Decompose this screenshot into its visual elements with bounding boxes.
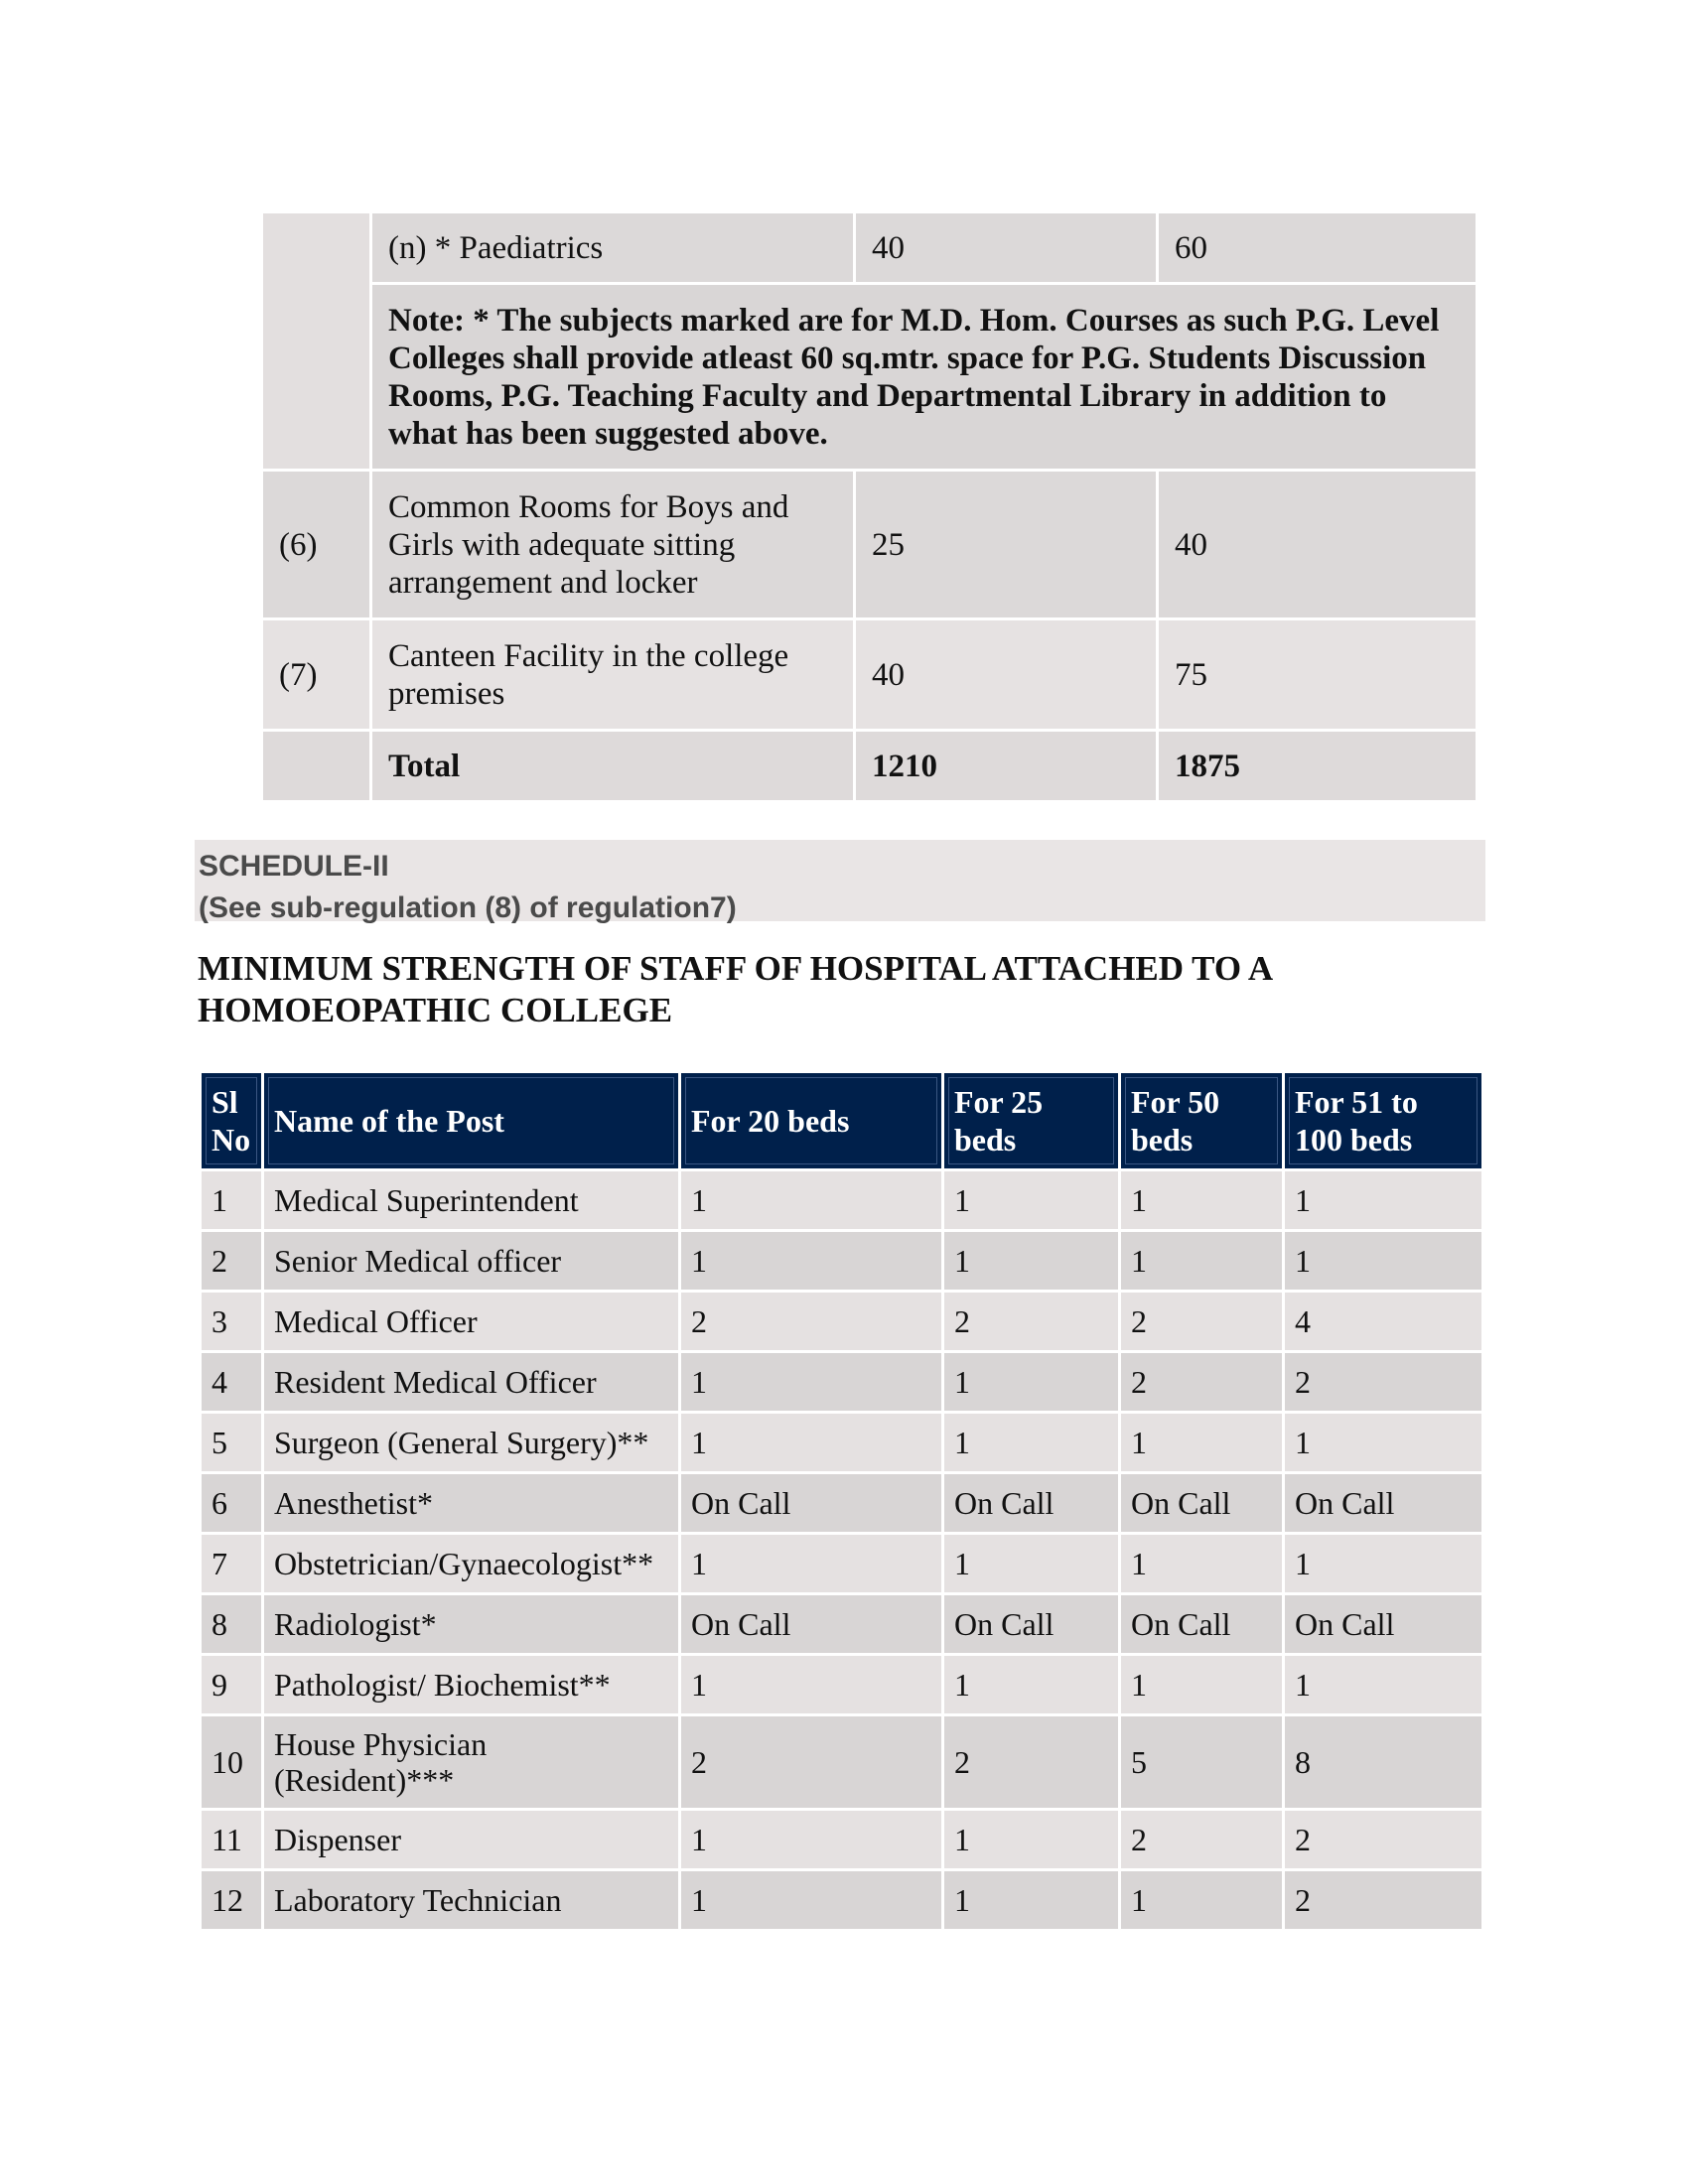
staff-count: 1 <box>1120 1534 1284 1594</box>
staff-count: 1 <box>943 1810 1120 1870</box>
staff-count: 1 <box>943 1231 1120 1292</box>
table-row <box>201 1594 1483 1655</box>
table-row <box>262 212 1477 284</box>
schedule-title: SCHEDULE-II <box>199 850 389 883</box>
table-cell: (7) <box>262 619 371 731</box>
table-cell: 75 <box>1158 619 1477 731</box>
post-name: Resident Medical Officer <box>263 1352 680 1413</box>
serial-number: 10 <box>201 1715 263 1810</box>
staff-count: 1 <box>1284 1534 1483 1594</box>
staff-count: 1 <box>680 1655 943 1715</box>
column-header: For 50 beds <box>1120 1072 1284 1170</box>
table-row <box>201 1473 1483 1534</box>
staff-count: 2 <box>1284 1810 1483 1870</box>
staff-count: 4 <box>1284 1292 1483 1352</box>
column-header: For 25 beds <box>943 1072 1120 1170</box>
staff-count: 2 <box>1284 1352 1483 1413</box>
total-value: 1875 <box>1158 731 1477 802</box>
staff-count: 1 <box>1120 1413 1284 1473</box>
accommodation-table <box>260 210 1478 803</box>
schedule-subtitle: (See sub-regulation (8) of regulation7) <box>199 891 737 924</box>
staff-count: On Call <box>943 1473 1120 1534</box>
staff-count: On Call <box>680 1594 943 1655</box>
table-row <box>201 1170 1483 1231</box>
table-cell: 25 <box>855 471 1158 619</box>
staff-count: 1 <box>943 1534 1120 1594</box>
staff-count: 2 <box>680 1715 943 1810</box>
post-name: House Physician (Resident)*** <box>263 1715 680 1810</box>
staff-count: 1 <box>1284 1413 1483 1473</box>
table-body <box>201 1170 1483 1931</box>
serial-number: 3 <box>201 1292 263 1352</box>
table-cell: 40 <box>1158 471 1477 619</box>
table-row <box>201 1352 1483 1413</box>
table-row <box>262 284 1477 471</box>
post-name: Laboratory Technician <box>263 1870 680 1931</box>
table-row <box>201 1655 1483 1715</box>
table-row <box>201 1715 1483 1810</box>
column-header: Name of the Post <box>263 1072 680 1170</box>
table-cell: 60 <box>1158 212 1477 284</box>
staff-count: 1 <box>943 1170 1120 1231</box>
staff-count: 1 <box>680 1534 943 1594</box>
post-name: Obstetrician/Gynaecologist** <box>263 1534 680 1594</box>
staff-strength-table <box>199 1070 1484 1932</box>
staff-count: On Call <box>1120 1473 1284 1534</box>
title-line: HOMOEOPATHIC COLLEGE <box>198 991 673 1029</box>
staff-count: 1 <box>1284 1231 1483 1292</box>
schedule-heading <box>195 840 1485 924</box>
staff-count: On Call <box>1120 1594 1284 1655</box>
serial-number: 9 <box>201 1655 263 1715</box>
post-name: Anesthetist* <box>263 1473 680 1534</box>
serial-number: 2 <box>201 1231 263 1292</box>
staff-count: 1 <box>1120 1870 1284 1931</box>
table-cell <box>262 212 371 471</box>
column-header: Sl No <box>201 1072 263 1170</box>
post-name: Surgeon (General Surgery)** <box>263 1413 680 1473</box>
table-row <box>201 1870 1483 1931</box>
staff-count: 2 <box>943 1292 1120 1352</box>
staff-count: 2 <box>1120 1810 1284 1870</box>
staff-count: 1 <box>1120 1170 1284 1231</box>
table-row <box>262 619 1477 731</box>
serial-number: 8 <box>201 1594 263 1655</box>
table-row <box>262 471 1477 619</box>
post-name: Medical Officer <box>263 1292 680 1352</box>
table-row <box>201 1810 1483 1870</box>
note-text: Note: * The subjects marked are for M.D. Hom. Courses as such P.G. Level Colleges shall provide atleast 60 sq.mtr. space for P.G. Students Discussion Rooms, P.G. Teaching Faculty and Departmental Library in addition to what has been suggested above. <box>371 284 1477 471</box>
staff-count: 1 <box>680 1231 943 1292</box>
serial-number: 12 <box>201 1870 263 1931</box>
total-row <box>262 731 1477 802</box>
table-cell: Common Rooms for Boys and Girls with adequate sitting arrangement and locker <box>371 471 855 619</box>
page-title <box>198 948 1488 1031</box>
title-line: MINIMUM STRENGTH OF STAFF OF HOSPITAL ATTACHED TO A <box>198 949 1274 988</box>
staff-count: 1 <box>943 1655 1120 1715</box>
staff-count: 2 <box>1120 1292 1284 1352</box>
staff-count: 1 <box>680 1870 943 1931</box>
staff-count: On Call <box>680 1473 943 1534</box>
staff-count: 8 <box>1284 1715 1483 1810</box>
table-row <box>201 1231 1483 1292</box>
staff-count: 1 <box>680 1352 943 1413</box>
staff-count: 1 <box>680 1170 943 1231</box>
table-row <box>201 1292 1483 1352</box>
staff-count: 5 <box>1120 1715 1284 1810</box>
post-name: Radiologist* <box>263 1594 680 1655</box>
table-cell <box>262 731 371 802</box>
staff-count: 1 <box>1120 1655 1284 1715</box>
serial-number: 4 <box>201 1352 263 1413</box>
staff-count: 1 <box>943 1413 1120 1473</box>
column-header: For 20 beds <box>680 1072 943 1170</box>
staff-count: 1 <box>1284 1170 1483 1231</box>
serial-number: 11 <box>201 1810 263 1870</box>
staff-count: 2 <box>943 1715 1120 1810</box>
staff-count: 1 <box>943 1870 1120 1931</box>
staff-count: On Call <box>1284 1594 1483 1655</box>
post-name: Dispenser <box>263 1810 680 1870</box>
post-name: Medical Superintendent <box>263 1170 680 1231</box>
table-cell: (n) * Paediatrics <box>371 212 855 284</box>
total-label: Total <box>371 731 855 802</box>
table-cell: 40 <box>855 212 1158 284</box>
column-header: For 51 to 100 beds <box>1284 1072 1483 1170</box>
total-value: 1210 <box>855 731 1158 802</box>
staff-count: 1 <box>1120 1231 1284 1292</box>
table-cell: (6) <box>262 471 371 619</box>
serial-number: 6 <box>201 1473 263 1534</box>
table-row <box>201 1413 1483 1473</box>
table-cell: 40 <box>855 619 1158 731</box>
post-name: Senior Medical officer <box>263 1231 680 1292</box>
table-row <box>201 1534 1483 1594</box>
table-cell: Canteen Facility in the college premises <box>371 619 855 731</box>
serial-number: 5 <box>201 1413 263 1473</box>
table-header-row <box>201 1072 1483 1170</box>
staff-count: On Call <box>943 1594 1120 1655</box>
post-name: Pathologist/ Biochemist** <box>263 1655 680 1715</box>
staff-count: 2 <box>680 1292 943 1352</box>
staff-count: 2 <box>1284 1870 1483 1931</box>
staff-count: On Call <box>1284 1473 1483 1534</box>
staff-count: 1 <box>680 1413 943 1473</box>
staff-count: 1 <box>943 1352 1120 1413</box>
serial-number: 7 <box>201 1534 263 1594</box>
staff-count: 1 <box>1284 1655 1483 1715</box>
serial-number: 1 <box>201 1170 263 1231</box>
staff-count: 1 <box>680 1810 943 1870</box>
staff-count: 2 <box>1120 1352 1284 1413</box>
